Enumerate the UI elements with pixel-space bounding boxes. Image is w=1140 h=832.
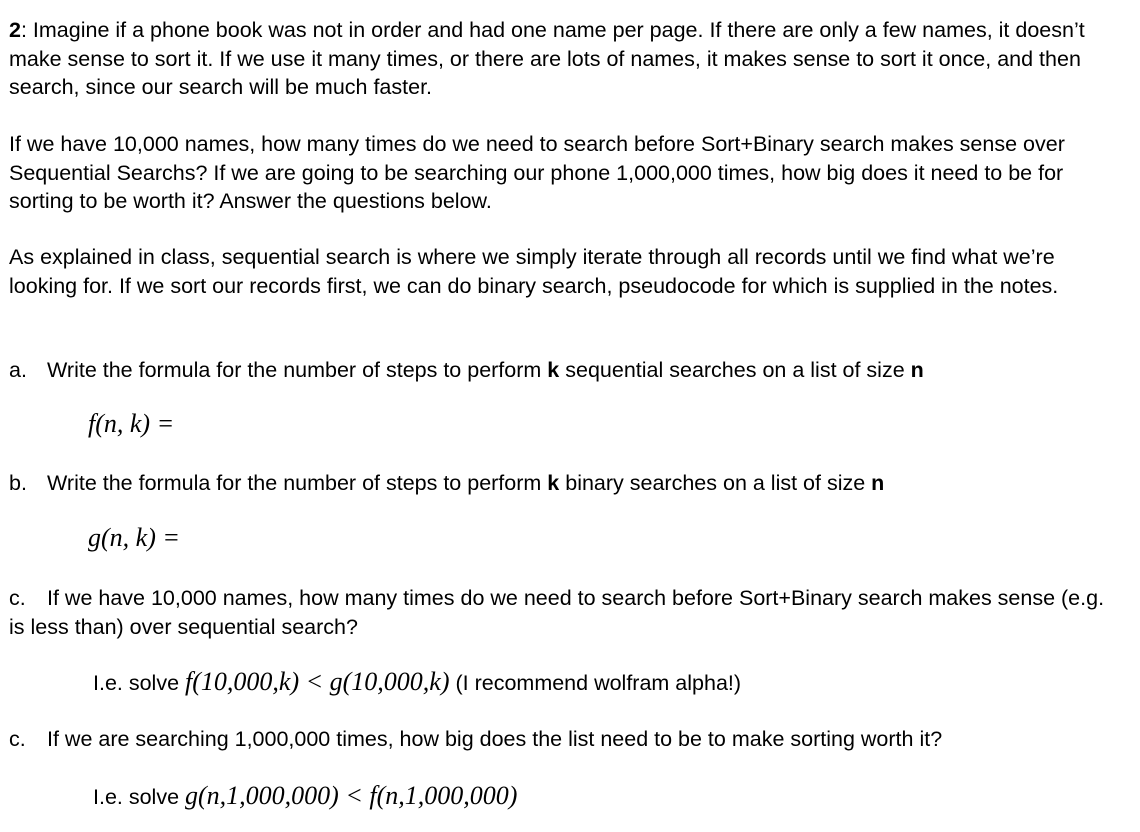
question-b-label: b. [9, 471, 27, 495]
question-b-bold-n: n [871, 471, 885, 495]
question-a-text-middle: sequential searches on a list of size [559, 358, 911, 382]
question-a-text-before: Write the formula for the number of steps to perform [47, 358, 548, 382]
question-b-text-middle: binary searches on a list of size [559, 471, 872, 495]
solve-line-c [93, 666, 741, 699]
solve-d-math: g(n,1,000,000) < f(n,1,000,000) [185, 781, 518, 810]
context-paragraph: If we have 10,000 names, how many times do we need to search before Sort+Binary search makes sense over Sequential Searchs? If we are going to be searching our phone 1,000,000 times, how big does it need to be for sorting to be worth it? Answer the questions below. [9, 132, 1065, 213]
intro-text: : Imagine if a phone book was not in order and had one name per page. If there are only a few names, it doesn’t make sense to sort it. If we use it many times, or there are lots of names, it makes sense to sort it once, and then search, since our search will be much faster. [9, 18, 1085, 99]
question-d [9, 725, 1124, 754]
intro-paragraph [9, 16, 1124, 102]
question-c-text: If we have 10,000 names, how many times do we need to search before Sort+Binary search makes sense (e.g. is less than) over sequential search? [9, 586, 1105, 639]
question-c [9, 584, 1124, 641]
formula-g: g(n, k) = [88, 523, 180, 552]
solve-c-prefix: I.e. solve [93, 671, 186, 695]
question-d-text: If we are searching 1,000,000 times, how big does the list need to be to make sorting worth it? [47, 727, 943, 751]
question-a-bold-n: n [910, 358, 924, 382]
solve-d-prefix: I.e. solve [93, 785, 186, 809]
question-b [9, 469, 1124, 498]
question-d-label: c. [9, 727, 26, 751]
formula-f: f(n, k) = [88, 409, 175, 438]
solve-line-d [93, 780, 517, 813]
question-number: 2 [9, 18, 21, 42]
solve-c-math: f(10,000,k) < g(10,000,k) [185, 667, 450, 696]
explanation-paragraph: As explained in class, sequential search is where we simply iterate through all records until we find what we’re looking for. If we sort our records first, we can do binary search, pseudocode for which is supplied in the notes. [9, 245, 1059, 298]
question-b-text-before: Write the formula for the number of steps to perform [47, 471, 548, 495]
question-c-label: c. [9, 586, 26, 610]
question-a [9, 356, 1124, 385]
solve-c-suffix: (I recommend wolfram alpha!) [449, 671, 742, 695]
question-b-bold-k: k [547, 471, 560, 495]
question-a-label: a. [9, 358, 27, 382]
question-a-bold-k: k [547, 358, 560, 382]
